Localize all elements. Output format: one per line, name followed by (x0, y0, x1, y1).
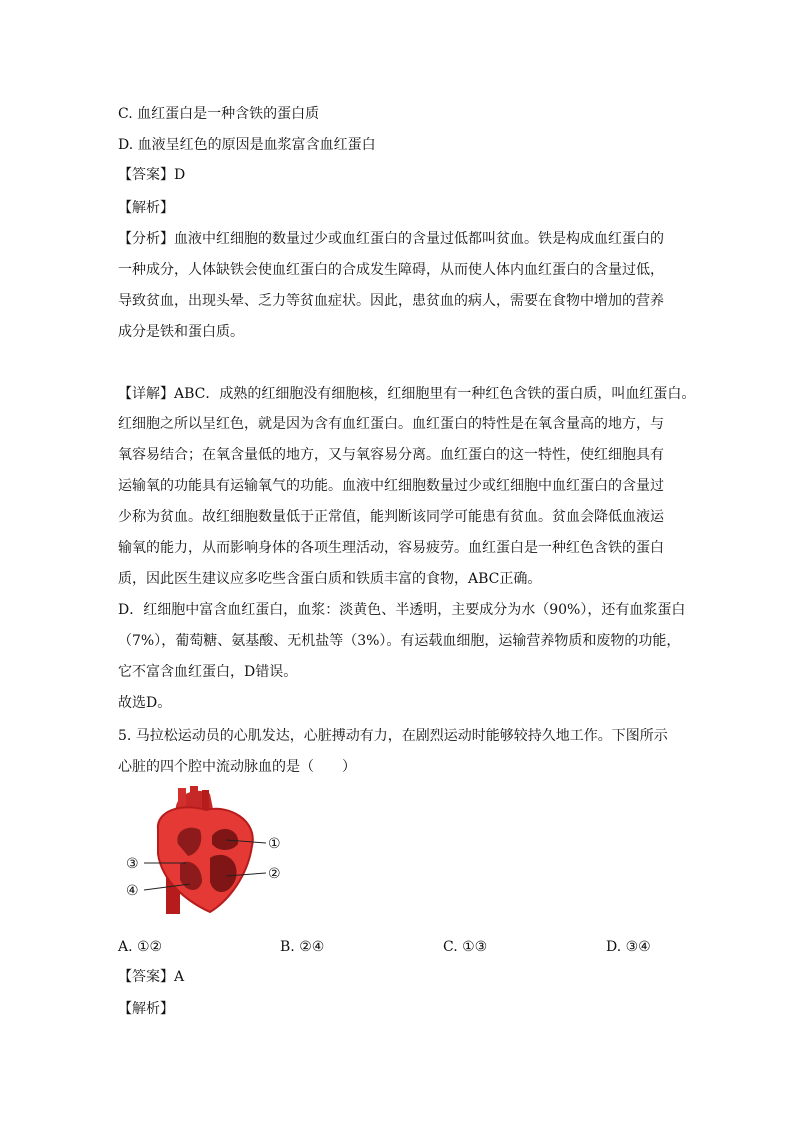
detail-line: 运输氧的功能具有运输氧气的功能。血液中红细胞数量过少或红细胞中血红蛋白的含量过 (118, 478, 664, 494)
question-5-text: 5. 马拉松运动员的心肌发达，心脏搏动有力，在剧烈运动时能够较持久地工作。下图所示 (118, 728, 668, 744)
heart-illustration (118, 784, 298, 919)
detail-line: 输氧的能力，从而影响身体的各项生理活动，容易疲劳。血红蛋白是一种红色含铁的蛋白 (118, 540, 664, 556)
label-3: ③ (126, 856, 139, 872)
option-d[interactable]: D. ③④ (606, 939, 651, 955)
conclusion-text: 故选D。 (118, 695, 172, 711)
answer-label: 【答案】D (118, 167, 186, 183)
option-c-text: C. 血红蛋白是一种含铁的蛋白质 (118, 106, 320, 122)
analysis-line: 导致贫血，出现头晕、乏力等贫血症状。因此，患贫血的病人，需要在食物中增加的营养 (118, 293, 664, 309)
answer-label: 【答案】A (118, 969, 185, 985)
detail-line: 质，因此医生建议应多吃些含蛋白质和铁质丰富的食物，ABC正确。 (118, 571, 542, 587)
option-d-text: D. 血液呈红色的原因是血浆富含血红蛋白 (118, 137, 376, 153)
question-5-text: 心脏的四个腔中流动脉血的是（ ） (118, 759, 356, 775)
detail-line: （7%），葡萄糖、氨基酸、无机盐等（3%）。有运载血细胞，运输营养物质和废物的功能， (118, 633, 681, 649)
analysis-line: 【分析】血液中红细胞的数量过少或血红蛋白的含量过低都叫贫血。铁是构成血红蛋白的 (118, 231, 664, 247)
detail-line: 【详解】ABC．成熟的红细胞没有细胞核，红细胞里有一种红色含铁的蛋白质，叫血红蛋白。 (118, 386, 696, 402)
detail-line: 红细胞之所以呈红色，就是因为含有血红蛋白。血红蛋白的特性是在氧含量高的地方，与 (118, 416, 664, 432)
analysis-line: 一种成分，人体缺铁会使血红蛋白的合成发生障碍，从而使人体内血红蛋白的含量过低， (118, 262, 664, 278)
detail-line: 它不富含血红蛋白，D错误。 (118, 664, 298, 680)
label-4: ④ (126, 883, 139, 899)
analysis-label: 【解析】 (118, 1001, 174, 1017)
detail-line: 氧容易结合；在氧含量低的地方，又与氧容易分离。血红蛋白的这一特性，使红细胞具有 (118, 447, 664, 463)
label-2: ② (268, 866, 281, 882)
option-c[interactable]: C. ①③ (443, 939, 488, 955)
analysis-line: 成分是铁和蛋白质。 (118, 324, 244, 340)
detail-line: 少称为贫血。故红细胞数量低于正常值，能判断该同学可能患有贫血。贫血会降低血液运 (118, 509, 664, 525)
analysis-label: 【解析】 (118, 200, 174, 216)
option-b[interactable]: B. ②④ (280, 939, 325, 955)
detail-line: D．红细胞中富含血红蛋白，血浆：淡黄色、半透明，主要成分为水（90%），还有血浆蛋白 (118, 602, 686, 618)
option-a[interactable]: A. ①② (118, 939, 163, 955)
heart-diagram (118, 784, 298, 919)
label-1: ① (268, 836, 281, 852)
